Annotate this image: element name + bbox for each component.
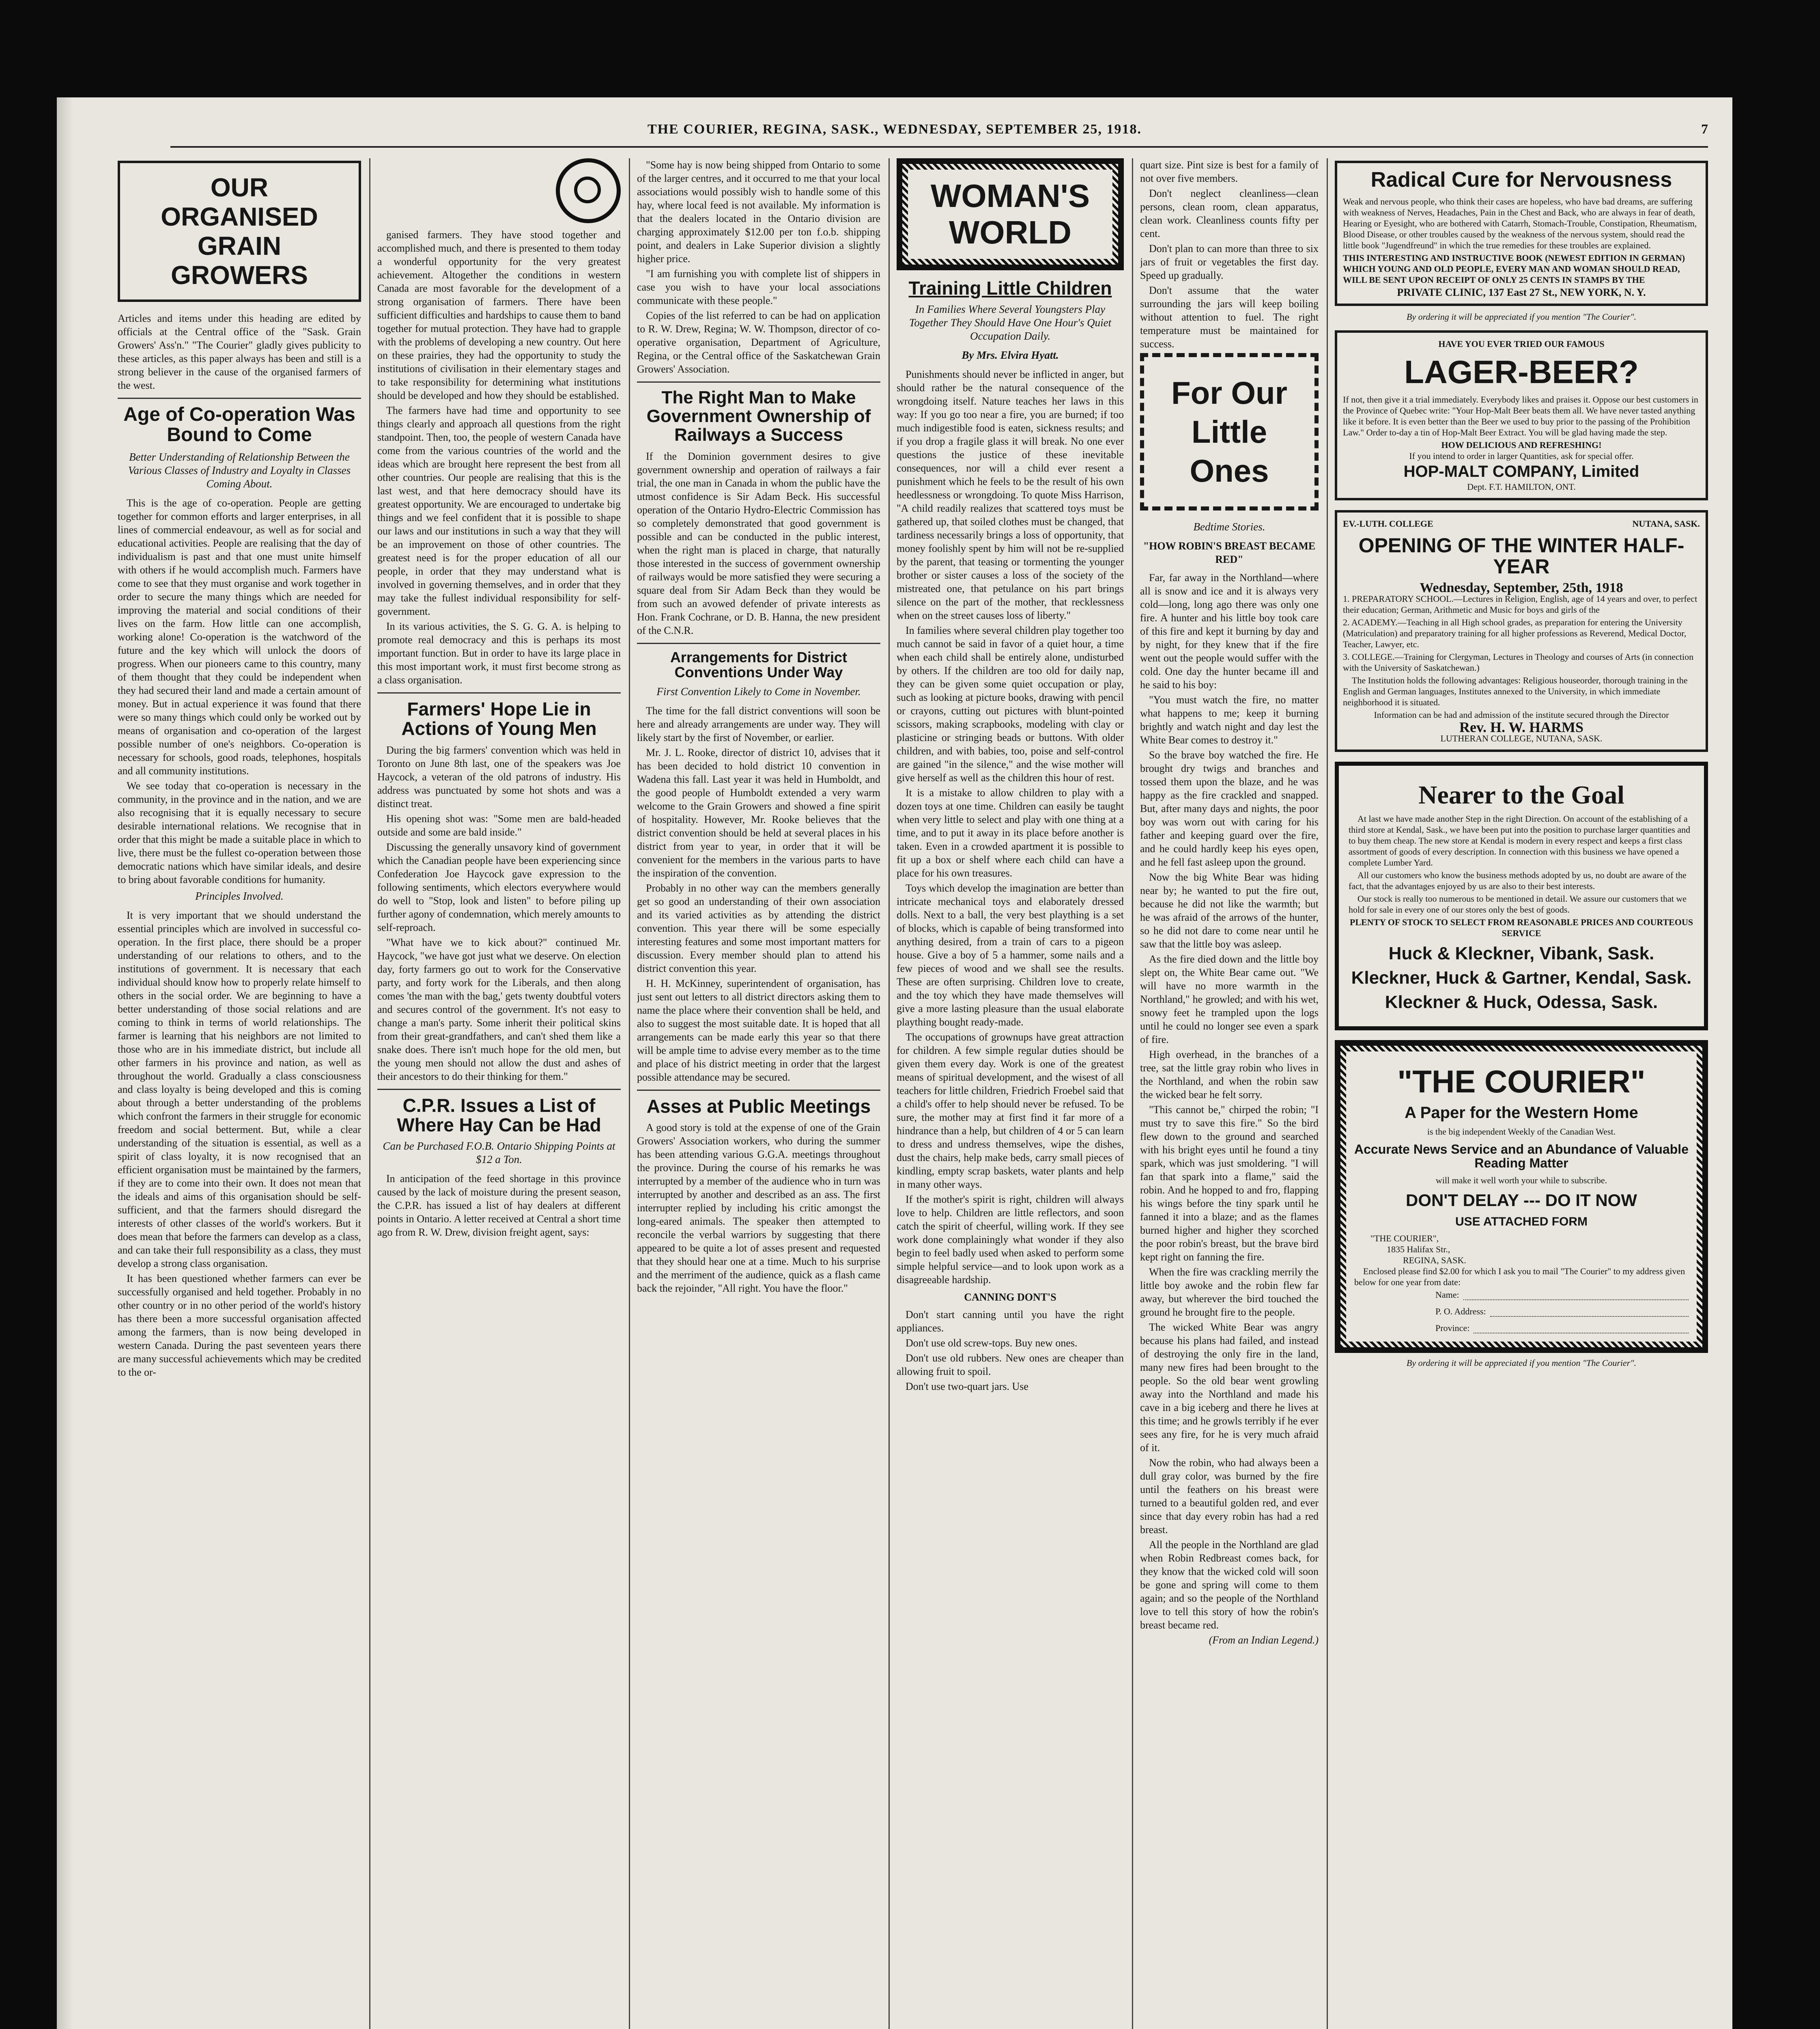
headline-farmers-hope: Farmers' Hope Lie in Actions of Young Men <box>401 698 597 739</box>
column-2 <box>377 158 621 2029</box>
paragraph: It is very important that we should understand the essential principles which are involved in successful co-operation. In the first place, there should be a proper understanding of our relations to others, and to the institutions of government. It is necessary that each individual should know how to properly relate himself to others in the social order. We are beginning to have a better understanding of those social relations and are coming to think in terms of world relationships. The farmer is learning that his neighbors are not limited to those who are in his immediate district, but include all other farmers in his province and nation, as well as throughout the world. Gradually a class consciousness and class loyalty is being developed and this is coming about through a better understanding of the problems which confront the farmers in their struggle for economic freedom and social betterment. But, while a clear understanding of the situation is essential, as well as a spirit of class loyalty, it is now recognised that an efficient organisation must be maintained by the farmers, if they are to come into their own. It does not mean that the ideals and aims of this organisation should be self-sufficient, and that the farmers should disregard the interests of other classes of the world's workers. But it does mean that before the farmers can develop as a class, and can take their full responsibility as a class, they must develop a strong class organisation. <box>118 909 361 1269</box>
subhead-district-conventions: First Convention Likely to Come in November. <box>656 685 861 698</box>
ad-text: 2. ACADEMY.—Teaching in all High school grades, as preparation for entering the University (Matriculation) and preparatory training for all higher professions as Reverend, Medical Doctor, Teacher, Lawyer, etc. <box>1343 617 1687 649</box>
ad-courier-address-2: 1835 Halifax Str., <box>1387 1244 1450 1255</box>
ad-text: Weak and nervous people, who think their cases are hopeless, who have bad dreams, are suffering with weakness of Nerves, Headaches, Pain in the Chest and Back, who are always in fear of death, Hearing or Eyesight, who are bothered with Catarrh, Stomach-Trouble, Constipation, Rheumatism, Blood Disease, or other troubles caused by the weakness of the nervous system, should read the little book "Jugendfreund" in which the true remedies for these troubles are explained. <box>1343 196 1697 250</box>
column-5 <box>1140 158 1319 2029</box>
paragraph: If the mother's spirit is right, children will always love to help. Children are little reflectors, and soon catch the spirit of cheerful, willing work. If they see work done complainingly what wonder if they also begin to feel badly used when asked to perform some simple helpful service—and to look upon work as a disagreeable hardship. <box>897 1193 1124 1286</box>
column-rule <box>369 158 370 2029</box>
paragraph: As the fire died down and the little boy slept on, the White Bear came out. "We will have no more warmth in the Northland," he growled; and with his wet, snowy feet he trampled upon the logs until he could no longer see even a spark of fire. <box>1140 953 1319 1045</box>
paragraph: So the brave boy watched the fire. He brought dry twigs and branches and tossed them upon the blaze, and he was happy as the fire crackled and snapped. But, after many days and nights, the poor boy was worn out with caring for his father and keeping guard over the fire, and he could hardly keep his eyes open, and he fell fast asleep upon the ground. <box>1140 749 1319 868</box>
divider <box>377 1089 621 1090</box>
little-ones-line-2: Little Ones <box>1190 414 1269 489</box>
little-ones-line-1: For Our <box>1171 375 1287 411</box>
paragraph: The farmers have had time and opportunity to see things clearly and approach all questions from the right standpoint. Then, too, the people of western Canada have come from the various countries of the world and the ideas which are brought here represent the best from all other countries. Our people are realising that this is the last west, and that here democracy should have its greatest opportunity. We are encouraged to undertake big things and we feel confident that it is possible to shape our laws and our institutions in such a way that they will be an improvement on those of other countries. The greatest need is for the proper education of all our people, in order that they may understand what is involved in governing themselves, and in order that they may take the fullest individual responsibility for self-government. <box>377 405 621 617</box>
paragraph: "I am furnishing you with complete list of shippers in case you wish to have your local associations communicate with these people." <box>637 268 880 306</box>
newspaper-page <box>57 97 1732 2029</box>
form-po-field[interactable] <box>1490 1306 1689 1317</box>
paragraph: Now the big White Bear was hiding near by; he wanted to put the fire out, because he did not like the warmth; but he was afraid of the arrows of the hunter, so he did not dare to come near until he saw that the little boy was asleep. <box>1140 871 1319 950</box>
paragraph: "Some hay is now being shipped from Ontario to some of the larger centres, and it occurred to me that your local associations would possibly wish to handle some of this hay, where local feed is not available. My information is that the dealers located in the Ontario division are charging approximately $12.00 per ton f.o.b. shipping point, and dealers in Lake Superior division a slightly higher price. <box>637 159 880 265</box>
paragraph: His opening shot was: "Some men are bald-headed outside and some are bald inside." <box>377 812 621 838</box>
paragraph: It is a mistake to allow children to play with a dozen toys at one time. Children can easily be taught when very little to select and play with one thing at a time, and to put it away in its place before another is taken. Even in a crowded apartment it is possible to fit up a box or shelf where each child can have a place for his own treasures. <box>897 787 1124 879</box>
paragraph: Copies of the list referred to can be had on application to R. W. Drew, Regina; W. W. Thompson, director of co-operative organisation, Department of Agriculture, Regina, or the Central office of the Saskatchewan Grain Growers' Association. <box>637 310 880 375</box>
ad-goal-store-3: Kleckner & Huck, Odessa, Sask. <box>1385 992 1658 1012</box>
ad-text: Information can be had and admission of the institute secured through the Director <box>1374 709 1669 720</box>
column-4 <box>897 158 1124 2029</box>
form-po-label: P. O. Address: <box>1435 1306 1486 1317</box>
ad-courier-use: USE ATTACHED FORM <box>1455 1215 1588 1228</box>
canning-donts-heading: CANNING DONT'S <box>964 1291 1056 1303</box>
paragraph: Discussing the generally unsavory kind of government which the Canadian people have been experiencing since Confederation Joe Haycock gave expression to the following sentiments, which electors everywhere would do well to "Stop, look and listen" to before piling up further agony of condemnation, which merely amounts to self-reproach. <box>377 841 621 933</box>
ad-courier-address-1: "THE COURIER", <box>1370 1233 1439 1244</box>
ad-courier-subtitle: A Paper for the Western Home <box>1405 1104 1638 1122</box>
story-title: "HOW ROBIN'S BREAST BECAME RED" <box>1143 540 1316 565</box>
ad-nervousness-signature: PRIVATE CLINIC, 137 East 27 St., NEW YORK, N. Y. <box>1397 286 1646 298</box>
little-ones-banner <box>1140 353 1319 510</box>
ad-text: THIS INTERESTING AND INSTRUCTIVE BOOK (NEWEST EDITION IN GERMAN) WHICH YOUNG AND OLD PEOPLE, EVERY MAN AND WOMAN SHOULD READ, WILL BE SENT UPON RECEIPT OF ONLY 25 CENTS IN STAMPS BY THE <box>1343 252 1685 285</box>
ad-college-signature-2: LUTHERAN COLLEGE, NUTANA, SASK. <box>1440 733 1603 743</box>
column-rule <box>629 158 630 2029</box>
ad-goal-title: Nearer to the Goal <box>1418 780 1624 809</box>
page-number: 7 <box>1701 122 1708 137</box>
ad-lager-top: HAVE YOU EVER TRIED OUR FAMOUS <box>1438 338 1605 349</box>
ad-lager-place: Dept. F.T. HAMILTON, ONT. <box>1467 481 1576 492</box>
divider <box>377 692 621 694</box>
paragraph: In families where several children play together too much cannot be said in favor of a quiet hour, a time when each child shall be entirely alone, undisturbed by others. If the children are too old for daily nap, they can be given some quiet occupation or play, such as looking at picture books, drawing with pencil or crayons, cutting out pictures with blunt-pointed scissors, making scrapbooks, modeling with clay or plasticine or stringing beads or buttons. With older children, and with babies, too, poise and self-control are gained "in the silence," and the wise mother will give herself as well as the children this hour of rest. <box>897 625 1124 784</box>
paragraph: A good story is told at the expense of one of the Grain Growers' Association workers, who during the summer has been attending various G.G.A. meetings throughout the province. During the course of his remarks he was interrupted by a member of the audience who in turn was interrupted by another and described as an ass. The first interrupter replied by including his critic amongst the long-eared animals. The speaker then attempted to reconcile the verbal warriors by suggesting that there appeared to be quite a lot of asses present and requested that they should hear one at a time. Much to his surprise and the merriment of the audience, quick as a flash came back the rejoinder, "All right. You have the floor." <box>637 1122 880 1295</box>
ad-note: By ordering it will be appreciated if you mention "The Courier". <box>1406 1358 1637 1368</box>
paragraph: We see today that co-operation is necessary in the community, in the province and in the nation, and we are also recognising that it is equally necessary to secure desirable international relations. We recognise that in order that this might be made a suitable place in which to live, there must be the fullest co-operation between those democratic nations which have similar ideals, and desire to bring about favorable conditions for humanity. <box>118 780 361 885</box>
ad-text: 3. COLLEGE.—Training for Clergyman, Lectures in Theology and courses of Arts (in connection with the University of Saskatchewan.) <box>1343 651 1694 673</box>
ad-goal-store-2: Kleckner, Huck & Gartner, Kendal, Sask. <box>1351 967 1692 988</box>
divider <box>118 398 361 399</box>
headline-co-operation: Age of Co-operation Was Bound to Come <box>123 404 355 446</box>
ad-goal-store-1: Huck & Kleckner, Vibank, Sask. <box>1388 943 1654 963</box>
ad-lager-beer <box>1335 330 1708 500</box>
page-edge-shadow <box>57 97 73 2029</box>
ad-courier-address-3: REGINA, SASK. <box>1403 1255 1466 1266</box>
paragraph: Don't plan to can more than three to six jars of fruit or vegetables the first day. Speed up gradually. <box>1140 243 1319 281</box>
banner-line-1: OUR ORGANISED <box>161 173 318 231</box>
subhead-cpr-hay: Can be Purchased F.O.B. Ontario Shipping Points at $12 a Ton. <box>383 1140 615 1166</box>
running-head: THE COURIER, REGINA, SASK., WEDNESDAY, SEPTEMBER 25, 1918. <box>647 122 1142 137</box>
column-3 <box>637 158 880 2029</box>
ad-lager-note: HOW DELICIOUS AND REFRESHING! <box>1441 439 1602 450</box>
paragraph: Don't use old screw-tops. Buy new ones. <box>906 1337 1078 1349</box>
ad-text: The Institution holds the following advantages: Religious houseorder, thorough training in the English and German languages, Institutes annexed to the University, in which immediate neighborhood it is situated. <box>1343 675 1688 707</box>
womans-world-title: WOMAN'S WORLD <box>908 170 1112 259</box>
ad-college-left: EV.-LUTH. COLLEGE <box>1343 518 1433 529</box>
bedtime-label: Bedtime Stories. <box>1193 521 1265 533</box>
paragraph: During the big farmers' convention which was held in Toronto on June 8th last, one of the speakers was Joe Haycock, a veteran of the old patrons of industry. His address was punctuated by some hot shots and was a distinct treat. <box>377 744 621 810</box>
headline-training-children: Training Little Children <box>908 278 1112 299</box>
grain-growers-banner <box>118 161 361 302</box>
story-credit: (From an Indian Legend.) <box>1209 1634 1319 1646</box>
paragraph: Probably in no other way can the members generally get so good an understanding of their own association and its varied activities as by attending the district convention. This year there will be some especially interesting features and some most important matters for discussion. Every member should plan to attend his district convention this year. <box>637 882 880 975</box>
paragraph: quart size. Pint size is best for a family of not over five members. <box>1140 159 1319 184</box>
ad-courier-form-text: Enclosed please find $2.00 for which I ask you to mail "The Courier" to my address given below for one year from date: <box>1354 1266 1685 1288</box>
form-province-field[interactable] <box>1474 1323 1689 1333</box>
paragraph: The time for the fall district conventions will soon be here and already arrangements are under way. They will likely start by the first of November, or earlier. <box>637 705 880 744</box>
ad-lager-title: LAGER-BEER? <box>1404 353 1639 390</box>
ad-lager-company: HOP-MALT COMPANY, Limited <box>1403 462 1639 480</box>
paragraph: Don't start canning until you have the right appliances. <box>897 1309 1124 1334</box>
headline-right-man: The Right Man to Make Government Ownership of Railways a Success <box>646 388 871 445</box>
ad-text: At last we have made another Step in the right Direction. On account of the establishing of a third store at Kendal, Sask., we have been put into the position to purchase larger quantities and to buy them cheap. The new store at Kendal is modern in every respect and keeps a first class assortment of goods of every description. In connection with this business we have opened a complete Lumber Yard. <box>1349 813 1691 868</box>
paragraph: Don't neglect cleanliness—clean persons, clean room, clean apparatus, clean work. Cleanliness counts fifty per cent. <box>1140 187 1319 239</box>
ad-goal-slogan: PLENTY OF STOCK TO SELECT FROM REASONABLE PRICES AND COURTEOUS SERVICE <box>1349 917 1693 938</box>
ad-text: Our stock is really too numerous to be mentioned in detail. We assure our customers that we hold for sale in every one of our stores only the best of goods. <box>1349 893 1687 915</box>
subhead-co-operation: Better Understanding of Relationship Between the Various Classes of Industry and Loyalty in Classes Coming About. <box>128 450 351 490</box>
paragraph: Far, far away in the Northland—where all is snow and ice and it is always very cold—long, long ago there was only one fire. A hunter and his little boy took care of this fire and kept it burning by day and by night, for they knew that if the fire went out the people would suffer with the cold. One day the hunter became ill and he said to his boy: <box>1140 572 1319 691</box>
ad-text: 1. PREPARATORY SCHOOL.—Lectures in Religion, English, age of 14 years and over, to perfect their education; German, Arithmetic and Music for boys and girls of the <box>1343 593 1697 615</box>
paragraph: "You must watch the fire, no matter what happens to me; keep it burning brightly and watch night and day lest the White Bear comes to destroy it." <box>1140 694 1319 746</box>
paragraph: The occupations of grownups have great attraction for children. A few simple regular duties should be given them every day. Work is one of the greatest means of spiritual development, and the wisest of all teachers for little children, Friedrich Froebel said that a child's offer to help should never be refused. To be sure, the mother may at first find it far more of a hindrance than a help, but children of 4 or 5 can learn to dress and undress themselves, wipe the dishes, dust the chairs, help make beds, carry small pieces of kindling, empty scrap baskets, water plants and help in many other ways. <box>897 1031 1124 1191</box>
paragraph: Don't use two-quart jars. Use <box>906 1381 1028 1393</box>
paragraph: It has been questioned whether farmers can ever be successfully organised and held together. Probably in no other country or in no other period of the world's history has there been a more successful organisation affected among the farmers, than is now being developed in western Canada. During the past seventeen years there are many successful achievements which may be credited to the or- <box>118 1272 361 1378</box>
paragraph: If the Dominion government desires to give government ownership and operation of railways a fair trial, the one man in Canada in whom the public have the utmost confidence is Sir Adam Beck. His successful operation of the Ontario Hydro-Electric Commission has so completely demonstrated that good government is possible and can be conducted in the public interest, when the right man is placed in charge, that naturally those interested in the success of government ownership of railways would be more satisfied they were securing a square deal from Sir Adam Beck than they would be from such an avowed defender of private interests as Hon. Frank Cochrane, or D. B. Hanna, the new president of the C.N.R. <box>637 450 880 636</box>
paragraph: Toys which develop the imagination are better than intricate mechanical toys and elaborately dressed dolls. Next to a ball, the very best plaything is a set of blocks, which is capable of being transformed into anything desired, from a train of cars to a pigeon house. Give a boy of 5 a hammer, some nails and a few pieces of wood and we shall see the results. These are often surprising. Children love to create, and the toy which they have made themselves will give a more lasting pleasure than the usual elaborate plaything bought ready-made. <box>897 882 1124 1028</box>
head-rule <box>170 146 1708 148</box>
paragraph: Mr. J. L. Rooke, director of district 10, advises that it has been decided to hold district 10 convention in Wadena this fall. Last year it was held in Humboldt, and the good people of Humboldt extended a very warm welcome to the Grain Growers and showed a fine spirit of hospitality. However, Mr. Rooke believes that the district convention should be held at several places in his district from year to year, in order that it will be convenient for the members in the various parts to have the inspiration of the convention. <box>637 747 880 879</box>
paragraph: H. H. McKinney, superintendent of organisation, has just sent out letters to all district directors asking them to name the place where their convention shall be held, and also to suggest the most suitable date. It is hoped that all arrangements can be made early this year so that there will be ample time to advise every member as to the time and place of his district meeting in order that the largest possible attendance may be secured. <box>637 978 880 1083</box>
divider <box>637 381 880 383</box>
subhead-principles: Principles Involved. <box>195 890 284 902</box>
form-province-label: Province: <box>1435 1323 1470 1333</box>
paragraph: In its various activities, the S. G. G. A. is helping to promote real democracy and this is perhaps its most important function. But in order to have its large place in this most important work, it must first become strong as a class organisation. <box>377 620 621 686</box>
ad-nervousness <box>1335 161 1708 306</box>
ad-college-title: OPENING OF THE WINTER HALF-YEAR <box>1358 534 1684 578</box>
ad-courier-cta: DON'T DELAY --- DO IT NOW <box>1406 1191 1637 1210</box>
paragraph: Now the robin, who had always been a dull gray color, was burned by the fire until the feathers on his breast were turned to a beautiful golden red, and ever since that day every robin has had a red breast. <box>1140 1457 1319 1536</box>
ad-courier-title: "THE COURIER" <box>1397 1064 1646 1100</box>
ad-note: By ordering it will be appreciated if you mention "The Courier". <box>1406 311 1637 322</box>
form-name-field[interactable] <box>1463 1289 1689 1300</box>
banner-intro: Articles and items under this heading are edited by officials at the Central office of the "Sask. Grain Growers' Ass'n." "The Courier" gladly gives publicity to these articles, as this paper always has been and still is a strong believer in the cause of the organised farmers of the west. <box>118 312 361 391</box>
ad-nervousness-title: Radical Cure for Nervousness <box>1370 168 1672 192</box>
paragraph: When the fire was crackling merrily the little boy awoke and the robin flew far away, but wherever the bird touched the ground he brought fire to the people. <box>1140 1266 1319 1318</box>
paragraph: Don't assume that the water surrounding the jars will keep boiling without attention to fuel. The right temperature must be maintained for success. <box>1140 284 1319 350</box>
ad-nearer-goal <box>1335 762 1708 1031</box>
paragraph: This is the age of co-operation. People are getting together for common efforts and larger enterprises, in all lines of commercial endeavour, as well as for social and educational activities. People are realising that the day of individualism is past and that one must unite himself with others if he would accomplish much. Farmers have come to see that they must organise and work together in order to secure the many things which are needed for improving the material and social conditions of their lives on the farm. How little can one accomplish, working alone! Co-operation is the watchword of the future and the key which will unlock the doors of progress. When our pioneers came to this country, many of them thought that they could be independent when they had secured their land and made a certain amount of money. But in actual experience it was found that there were so many things which could only be worked out by means of organisation and co-operation of the largest possible number of one's neighbors. Co-operation is necessary for schools, good roads, telephones, hospitals and all community institutions. <box>118 497 361 777</box>
subhead-training-children: In Families Where Several Youngsters Play Together They Should Have One Hour's Quiet Occupation Daily. <box>909 303 1112 342</box>
paragraph: The wicked White Bear was angry because his plans had failed, and instead of destroying the only fire in the land, many new fires had been brought to the people. So the old bear went growling away into the Northland and made his cave in a big iceberg and there he lives at this time; and he growls terribly if he ever sees any fire, for he is very much afraid of it. <box>1140 1321 1319 1454</box>
divider <box>637 643 880 644</box>
headline-district-conventions: Arrangements for District Conventions Under Way <box>670 648 848 681</box>
paragraph: "This cannot be," chirped the robin; "I must try to save this fire." So the bird flew down to the ground and searched with his bright eyes until he found a tiny spark, which was just smoldering. "I will fan that spark into a flame," said the robin. And he hopped to and fro, flapping his wings before the tiny spark until he fanned it into a blaze; and as the flames burned higher and higher they scorched the poor robin's breast, but the brave bird kept right on fanning the fire. <box>1140 1104 1319 1263</box>
grain-growers-logo-icon <box>556 158 621 223</box>
column-6-ads <box>1335 158 1708 2029</box>
womans-world-banner <box>897 158 1124 270</box>
ad-text: If not, then give it a trial immediately. Everybody likes and praises it. Oppose our best customers in the Province of Quebec write: "Your Hop-Malt Beer beats them all. We have never tasted anything like it before. It is even better than the Beer we used to buy prior to the passing of the Prohibition Law." Order to-day a tin of Hop-Malt Beer Extract. You will be glad having made the step. <box>1343 394 1698 437</box>
ad-college-signature: Rev. H. W. HARMS <box>1459 719 1584 735</box>
ad-text: All our customers who know the business methods adopted by us, no doubt are aware of the fact, that the advantages enjoyed by us are also to their best interests. <box>1349 870 1687 891</box>
ad-courier-will: will make it well worth your while to subscribe. <box>1435 1175 1607 1186</box>
ad-courier-subscription <box>1335 1040 1708 1353</box>
ad-lutheran-college <box>1335 510 1708 752</box>
column-rule <box>888 158 890 2029</box>
column-1 <box>118 158 361 2029</box>
banner-line-2: GRAIN GROWERS <box>171 231 308 290</box>
ad-college-right: NUTANA, SASK. <box>1632 518 1700 529</box>
ad-college-date: Wednesday, September, 25th, 1918 <box>1420 580 1623 595</box>
paragraph: Don't use old rubbers. New ones are cheaper than allowing fruit to spoil. <box>897 1352 1124 1378</box>
divider <box>637 1090 880 1091</box>
column-rule <box>1132 158 1133 2029</box>
byline: By Mrs. Elvira Hyatt. <box>962 349 1059 362</box>
form-name-label: Name: <box>1435 1290 1459 1300</box>
paragraph: All the people in the Northland are glad when Robin Redbreast comes back, for they know that the wicked cold will soon be gone and spring will come to them again; and so the people of the Northland love to tell this story of how the robin's breast became red. <box>1140 1539 1319 1631</box>
paragraph: "What have we to kick about?" continued Mr. Haycock, "we have got just what we deserve. On election day, forty farmers go out to work for the Conservative party, and forty work for the Liberals, and then along comes 'the man with the bag,' gets twenty doubtful voters and secures control of the government. It's not easy to change a man's party. Some inherit their political skins from their great-grandfathers, and can't shed them like a snake does. There isn't much hope for the old men, but the young men should not allow the dust and ashes of their ancestors to do their thinking for them." <box>377 936 621 1082</box>
column-rule <box>1327 158 1328 2029</box>
paragraph: High overhead, in the branches of a tree, sat the little gray robin who lives in the Northland, and when the robin saw the wicked bear he felt sorry. <box>1140 1049 1319 1101</box>
paragraph: In anticipation of the feed shortage in this province caused by the lack of moisture during the present season, the C.P.R. has issued a list of hay dealers at different points in Ontario. A letter received at Central a short time ago from R. W. Drew, division freight agent, says: <box>377 1173 621 1239</box>
headline-cpr-hay: C.P.R. Issues a List of Where Hay Can be Had <box>397 1094 601 1135</box>
ad-courier-line: is the big independent Weekly of the Canadian West. <box>1427 1127 1616 1137</box>
ad-courier-bold: Accurate News Service and an Abundance of Valuable Reading Matter <box>1354 1142 1689 1170</box>
paragraph: ganised farmers. They have stood together and accomplished much, and there is presented to them today a wonderful opportunity for the very greatest achievement. Altogether the conditions in western Canada are most favorable for the development of a strong organisation of farmers. There have been sufficient difficulties and hardships to cause them to band together for mutual protection. They have had to grapple with the problems of developing a new country. Out here on these prairies, they had the opportunity to study the institutions of civilisation in their elementary stages and to take responsibility for determining what institutions should be developed and how they should be established. <box>377 229 621 401</box>
headline-asses: Asses at Public Meetings <box>646 1096 871 1117</box>
paragraph: Punishments should never be inflicted in anger, but should rather be the natural consequence of the wrongdoing itself. Nature teaches her laws in this way: If you go too near a fire, you are burned; if too much indigestible food is eaten, sickness results; and if you drop a fragile glass it will break. No one ever questions the justice of these inevitable consequences, nor will a child ever resent a punishment which he feels to be the result of his own heedlessness or wrongdoing. To quote Miss Harrison, "A child readily realizes that scattered toys must be gathered up, that soiled clothes must be changed, that tardiness necessarily brings a loss of opportunity, that money foolishly spent by him will not be re-supplied by the parent, that teasing or tormenting the younger brother or sister causes a loss of the society of the mistreated one, that petulance on his part brings silence on the part of the mother, that recklessness when on the street causes loss of liberty." <box>897 368 1124 622</box>
ad-lager-order: If you intend to order in larger Quantities, ask for special offer. <box>1409 450 1634 461</box>
